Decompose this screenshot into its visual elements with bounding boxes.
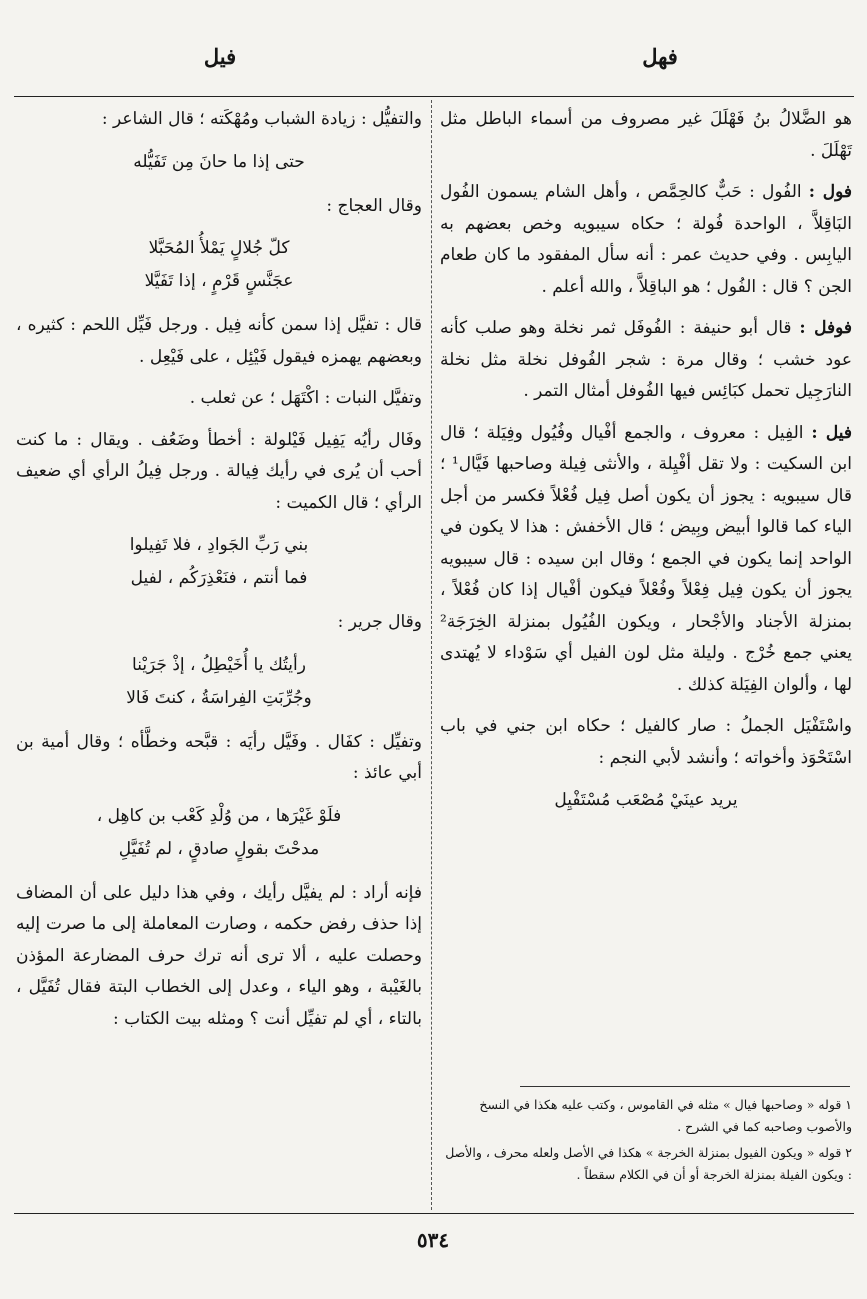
verse-line: بني رَبِّ الجَوادِ ، فلا تَفِيلوا xyxy=(129,535,309,555)
paragraph: وتفيِّل : كفَال . وفَيَّل رأيَه : قبَّحه وخطَّأه ؛ وقال أمية بن أبي عائذ : xyxy=(16,731,422,783)
paragraph: وتفيَّل النبات : اكْتَهَل ؛ عن ثعلب . xyxy=(189,388,422,408)
paragraph: وفَال رأيُه يَفِيل فَيْلولة : أخطأ وضَعُف . ويقال : ما كنت أحب أن يُرى في رأيك فِيالة . ورجل فِيلُ الرأي أي ضعيف الرأي ؛ قال الكميت : xyxy=(16,429,422,513)
footnote-2: ٢ قوله « ويكون الفيول بمنزلة الخرجة » هكذا في الأصل ولعله محرف ، والأصل : ويكون الفيلة بمنزلة الخرجة أو أن في الكلام سقطاً . xyxy=(445,1145,852,1182)
paragraph: واسْتَفْيَل الجملُ : صار كالفيل ؛ حكاه ابن جني في باب اسْتَحْوَذ وأخواته ؛ وأنشد لأبي النجم : xyxy=(440,716,852,768)
entry-body: الفُول : حَبٌّ كالحِمَّص ، وأهل الشام يسمون الفُول البَاقِلاَّ ، الواحدة فُولة ؛ حكاه سيبويه وخص بعضهم به اليابِس . وفي حديث عمر : أنه سأل المفقود ما كان طعام الجن ؟ قال : الفُول ؛ هو الباقِلاَّ ، والله أعلم . xyxy=(440,182,852,297)
verse xyxy=(16,146,422,179)
entry-fil xyxy=(440,418,852,702)
header-left-title: فيل xyxy=(203,44,237,69)
verse xyxy=(16,649,422,715)
entry-head: فيل : xyxy=(811,422,853,443)
verse-line: حتى إذا ما حانَ مِن تَفَيُّله xyxy=(133,151,305,172)
verse-line: عجَنَّسٍ قَرْمٍ ، إذا تَفَيَّلا xyxy=(144,271,294,291)
verse-line: فما أنتم ، فنَعْذِرَكُم ، لفيل xyxy=(130,568,308,588)
entry-body: الفِيل : معروف ، والجمع أفْيال وفُيُول وفِيَلة ؛ قال ابن السكيت : ولا تقل أفْيِلة ، والأنثى فِيلة وصاحبها فَيَّال¹ ؛ قال سيبويه : يجوز أن يكون أصل فِيل فُعْلاً فكسر من أجل الياء كما قالوا أبيض وبِيض ؛ قال الأخفش : هذا لا يكون في الواحد إنما يكون في الجمع ؛ وقال ابن سيده : قال سيبويه يجوز أن يكون فِيل فِعْلاً وفُعْلاً فيكون أفْيال إذا كان فُعْلاً ، بمنزلة الأجناد والأجْحار ، ويكون الفُيُول بمنزلة الخِرَجَة² يعني جمع خُرْج . وليلة مثل لون الفيل أي سَوْداء لا يُهتدى لها ، وألوان الفِيَلة كذلك . xyxy=(440,422,852,695)
top-rule xyxy=(14,96,854,97)
verse-line: مدحْتَ بقولٍ صادقٍ ، لم تُفَيَّلِ xyxy=(118,838,320,859)
entry-fawl xyxy=(440,177,852,303)
entry-head: فول : xyxy=(808,182,852,202)
verse-line: كلّ جُلالٍ يَمْلأُ المُحَبَّلا xyxy=(148,238,290,258)
bottom-rule xyxy=(14,1213,854,1214)
header-right-title: فهل xyxy=(642,44,678,69)
paragraph: قال : تفيَّل إذا سمن كأنه فِيل . ورجل فَيِّل اللحم : كثيره ، وبعضهم يهمزه فيقول فَيْئِل ، على فَيْعِل . xyxy=(16,315,422,367)
column-divider xyxy=(431,100,432,1210)
entry-fawfal xyxy=(440,313,852,408)
verse xyxy=(440,784,852,817)
footnote-rule xyxy=(520,1086,850,1087)
verse-line: يريد عينَيْ مُصْعَب مُسْتَفْيِل xyxy=(554,790,738,810)
entry-head: فوفل : xyxy=(799,318,853,338)
verse xyxy=(16,232,422,298)
verse-line: رأيتُك يا أُخَيْطِلُ ، إذْ جَرَيْنا xyxy=(132,654,306,675)
entry-body: قال أبو حنيفة : الفُوفَل ثمر نخلة وهو صلب كأنه عود خشب ؛ وقال مرة : شجر الفُوفل نخلة مثل نخلة النارَجِيل تحمل كبَائِس فيها الفُوفل أمثال التمر . xyxy=(440,318,852,401)
verse-line: فلَوْ غَيْرَها ، من وُلْدِ كَعْب بن كاهِل ، xyxy=(96,805,342,826)
paragraph: وقال جرير : xyxy=(337,612,422,632)
page-number: ٥٣٤ xyxy=(416,1228,450,1252)
entry-fahl-continuation: هو الضَّلالُ بنُ فَهْلَلَ غير مصروف من أسماء الباطل مثل تَهْلَلَ . xyxy=(440,109,852,161)
paragraph: فإنه أراد : لم يفيَّل رأيك ، وفي هذا دليل على أن المضاف إذا حذف رفض حكمه ، وصارت المعاملة إلى ما صرت إليه وحصلت عليه ، ألا ترى أنه ترك حرف المضارعة المؤذن بالغَيْبة ، وهو الياء ، وعدل إلى الخطاب البتة فقال تُفَيَّل ، بالتاء ، أي لم تفيِّل أنت ؟ ومثله بيت الكتاب : xyxy=(16,882,422,1029)
paragraph: وقال العجاج : xyxy=(326,195,422,216)
right-column xyxy=(440,104,852,829)
footnotes xyxy=(440,1094,852,1190)
verse xyxy=(16,529,422,595)
paragraph: والتفيُّل : زيادة الشباب ومُهْكَته ؛ قال الشاعر : xyxy=(101,109,422,129)
footnote-1: ١ قوله « وصاحبها فيال » مثله في القاموس ، وكتب عليه هكذا في النسخ والأصوب وصاحبه كما في الشرح . xyxy=(479,1097,852,1134)
left-column xyxy=(16,104,422,1045)
verse xyxy=(16,800,422,866)
verse-line: وجُرِّبَتِ الفِراسَةُ ، كنتَ فَالا xyxy=(126,687,312,708)
